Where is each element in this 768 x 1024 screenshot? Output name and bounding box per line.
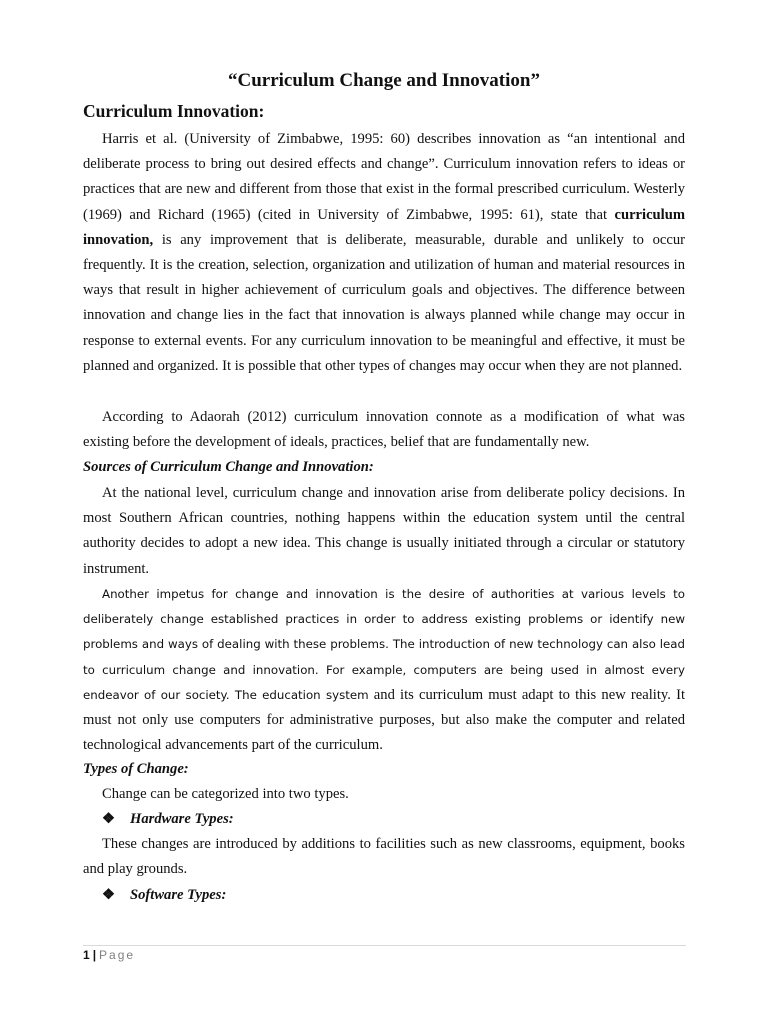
page-number: 1 — [83, 948, 90, 962]
section-heading-sources: Sources of Curriculum Change and Innovation: — [83, 459, 374, 475]
bullet-hardware — [102, 807, 234, 832]
page-footer — [83, 946, 135, 964]
bold-term: curriculum innovation, — [83, 206, 685, 248]
section-heading-types: Types of Change: — [83, 761, 189, 777]
bullet-software — [102, 883, 226, 908]
page-label: Page — [99, 948, 136, 962]
types-intro: Change can be categorized into two types. — [102, 786, 349, 802]
diamond-bullet-icon: ❖ — [102, 887, 116, 903]
paragraph-text: Another impetus for change and innovation is the desire of authorities at various levels to deliberately change established practices in order to address existing problems or identify new problems and ways of dealing with these problems. The introduction of new technology can also lead to curriculum change and innovation. For example, computers are being used in almost every endeavor of our society. The education system — [83, 587, 685, 702]
paragraph-text: is any improvement that is deliberate, measurable, durable and unlikely to occur frequently. It is the creation, selection, organization and utilization of human and material resources in ways that result in higher achievement of curriculum goals and objectives. The difference between innovation and change lies in the fact that innovation is always planned while change may occur in response to external events. For any curriculum innovation to be meaningful and effective, it must be planned and organized. It is possible that other types of changes may occur when they are not planned. — [83, 231, 685, 374]
diamond-bullet-icon: ❖ — [102, 811, 116, 827]
paragraph-impetus — [83, 582, 685, 758]
paragraph-text: and its curriculum must adapt to this new reality. It must not only use computers for administrative purposes, but also make the computer and related technological advancements part of the curriculum. — [83, 686, 686, 754]
paragraph-innovation-definition — [83, 127, 685, 379]
paragraph-hardware: These changes are introduced by additions to facilities such as new classrooms, equipment, books and play grounds. — [83, 836, 685, 878]
footer-divider — [83, 945, 686, 946]
document-title: “Curriculum Change and Innovation” — [228, 70, 540, 91]
bullet-label: Hardware Types: — [130, 811, 234, 827]
paragraph-text: Harris et al. (University of Zimbabwe, 1995: 60) describes innovation as “an intentional and deliberate process to bring out desired effects and change”. Curriculum innovation refers to ideas or practices that are new and different from those that exist in the formal prescribed curriculum. Westerly (1969) and Richard (1965) (cited in University of Zimbabwe, 1995: 61), state that — [83, 131, 685, 223]
bullet-label: Software Types: — [130, 887, 227, 903]
paragraph-adaorah: According to Adaorah (2012) curriculum innovation connote as a modification of what was existing before the development of ideals, practices, belief that are fundamentally new. — [83, 409, 685, 451]
paragraph-national-level: At the national level, curriculum change and innovation arise from deliberate policy decisions. In most Southern African countries, nothing happens within the education system until the central authority decides to adopt a new idea. This change is usually initiated through a circular or statutory instrument. — [83, 485, 685, 577]
footer-separator: | — [92, 948, 97, 962]
section-heading-curriculum-innovation: Curriculum Innovation: — [83, 101, 265, 121]
